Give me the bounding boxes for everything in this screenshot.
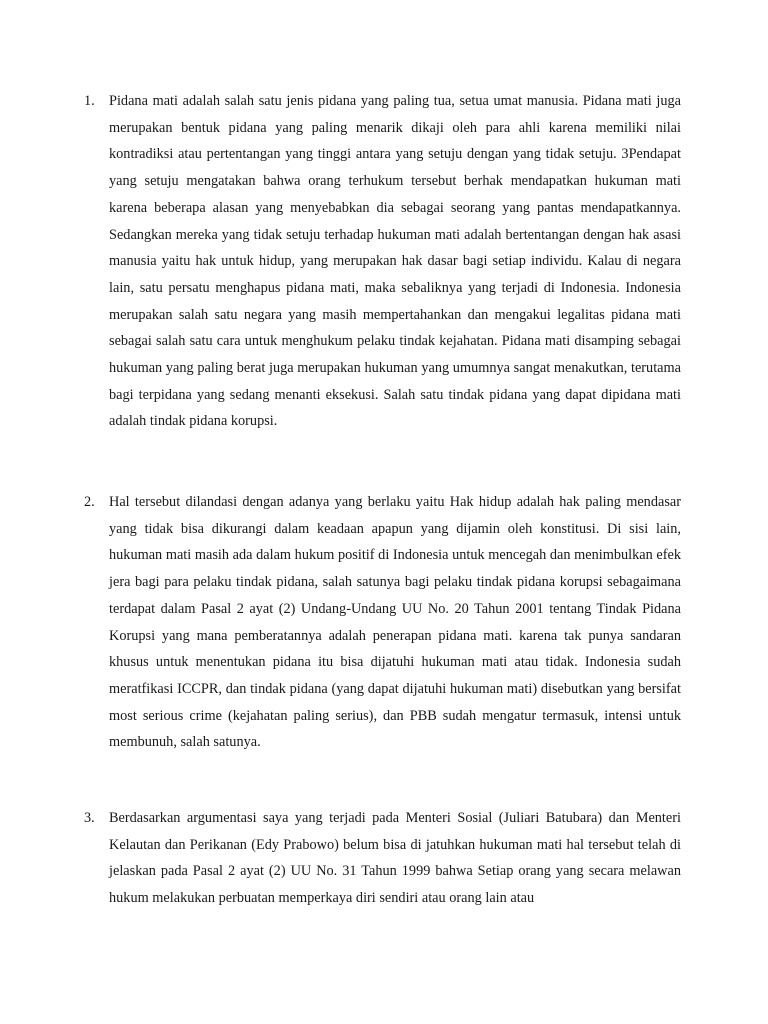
list-item xyxy=(84,88,681,435)
list-item xyxy=(84,805,681,912)
list-item-text: Pidana mati adalah salah satu jenis pidana yang paling tua, setua umat manusia. Pidana mati juga merupakan bentuk pidana yang paling menarik dikaji oleh para ahli karena memiliki nilai kontradiksi atau pertentangan yang tinggi antara yang setuju dengan yang tidak setuju. 3Pendapat yang setuju mengatakan bahwa orang terhukum tersebut berhak mendapatkan hukuman mati karena beberapa alasan yang menyebabkan dia sebagai seorang yang pantas mendapatkannya. Sedangkan mereka yang tidak setuju terhadap hukuman mati adalah bertentangan dengan hak asasi manusia yaitu hak untuk hidup, yang merupakan hak dasar bagi setiap individu. Kalau di negara lain, satu persatu menghapus pidana mati, maka sebaliknya yang terjadi di Indonesia. Indonesia merupakan salah satu negara yang masih mempertahankan dan mengakui legalitas pidana mati sebagai salah satu cara untuk menghukum pelaku tindak kejahatan. Pidana mati disamping sebagai hukuman yang paling berat juga merupakan hukuman yang umumnya sangat menakutkan, terutama bagi terpidana yang sedang menanti eksekusi. Salah satu tindak pidana yang dapat dipidana mati adalah tindak pidana korupsi. xyxy=(109,93,681,430)
list-item-number: 1. xyxy=(84,93,95,109)
list-item-text: Berdasarkan argumentasi saya yang terjadi pada Menteri Sosial (Juliari Batubara) dan Menteri Kelautan dan Perikanan (Edy Prabowo) belum bisa di jatuhkan hukuman mati hal tersebut telah di jelaskan pada Pasal 2 ayat (2) UU No. 31 Tahun 1999 bahwa Setiap orang yang secara melawan hukum melakukan perbuatan memperkaya diri sendiri atau orang lain atau xyxy=(109,810,681,907)
list-item xyxy=(84,489,681,756)
list-item-text: Hal tersebut dilandasi dengan adanya yang berlaku yaitu Hak hidup adalah hak paling mendasar yang tidak bisa dikurangi dalam keadaan apapun yang dijamin oleh konstitusi. Di sisi lain, hukuman mati masih ada dalam hukum positif di Indonesia untuk mencegah dan menimbulkan efek jera bagi para pelaku tindak pidana, salah satunya bagi pelaku tindak pidana korupsi sebagaimana terdapat dalam Pasal 2 ayat (2) Undang-Undang UU No. 20 Tahun 2001 tentang Tindak Pidana Korupsi yang mana pemberatannya adalah penerapan pidana mati. karena tak punya sandaran khusus untuk menentukan pidana itu bisa dijatuhi hukuman mati atau tidak. Indonesia sudah meratfikasi ICCPR, dan tindak pidana (yang dapat dijatuhi hukuman mati) disebutkan yang bersifat most serious crime (kejahatan paling serius), dan PBB sudah mengatur termasuk, intensi untuk membunuh, salah satunya. xyxy=(109,494,681,751)
list-item-number: 3. xyxy=(84,810,95,826)
list-item-number: 2. xyxy=(84,494,95,510)
